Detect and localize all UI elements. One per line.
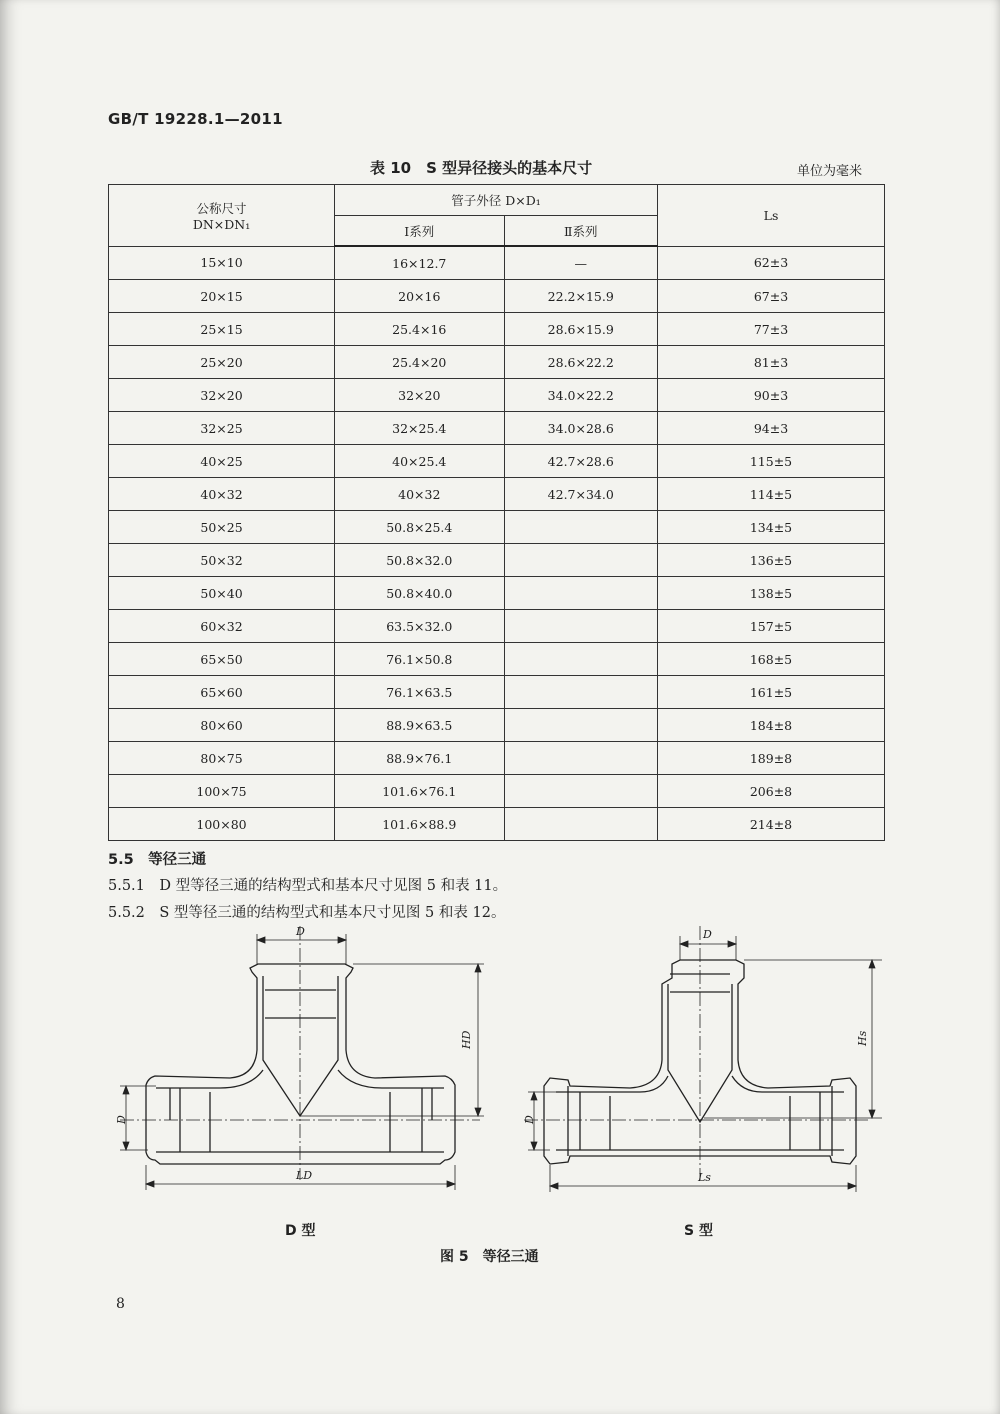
cell-ls: 138±5 — [658, 577, 885, 610]
cell-nominal: 65×50 — [109, 643, 335, 676]
cell-nominal: 50×25 — [109, 511, 335, 544]
s-type-label: S 型 — [684, 1223, 713, 1239]
table-row — [109, 709, 885, 742]
table-row — [109, 280, 885, 313]
cell-nominal: 25×20 — [109, 346, 335, 379]
cell-series2 — [504, 808, 658, 841]
cell-ls: 114±5 — [658, 478, 885, 511]
cell-ls: 214±8 — [658, 808, 885, 841]
table-row — [109, 511, 885, 544]
cell-series1: 25.4×20 — [335, 346, 504, 379]
table-row — [109, 775, 885, 808]
cell-series2 — [504, 742, 658, 775]
ld-dim-label: LD — [296, 1169, 313, 1182]
paragraph-5-5-2: 5.5.2 S 型等径三通的结构型式和基本尺寸见图 5 和表 12。 — [108, 905, 506, 921]
cell-ls: 94±3 — [658, 412, 885, 445]
table-row — [109, 544, 885, 577]
cell-series1: 25.4×16 — [335, 313, 504, 346]
cell-series1: 40×25.4 — [335, 445, 504, 478]
cell-ls: 184±8 — [658, 709, 885, 742]
cell-series1: 20×16 — [335, 280, 504, 313]
cell-series1: 88.9×63.5 — [335, 709, 504, 742]
cell-ls: 136±5 — [658, 544, 885, 577]
table-title: 表 10 S 型异径接头的基本尺寸 — [370, 159, 593, 177]
d-type-label: D 型 — [285, 1223, 316, 1239]
cell-nominal: 80×75 — [109, 742, 335, 775]
cell-nominal: 60×32 — [109, 610, 335, 643]
table-row — [109, 808, 885, 841]
header-outer-dia: 管子外径 D×D₁ — [335, 185, 658, 216]
ls-dim-label: Ls — [698, 1171, 711, 1184]
cell-nominal: 100×75 — [109, 775, 335, 808]
cell-series1: 76.1×63.5 — [335, 676, 504, 709]
table-row — [109, 246, 885, 280]
cell-nominal: 40×32 — [109, 478, 335, 511]
cell-series2 — [504, 511, 658, 544]
hs-dim-label: Hs — [856, 1030, 869, 1046]
cell-ls: 90±3 — [658, 379, 885, 412]
table-row — [109, 412, 885, 445]
cell-series1: 50.8×32.0 — [335, 544, 504, 577]
section-heading-text: 5.5 等径三通 — [108, 852, 207, 868]
cell-series2: 28.6×15.9 — [504, 313, 658, 346]
d-dim-label-top-s: D — [703, 928, 712, 941]
cell-series2: — — [504, 246, 658, 280]
cell-ls: 77±3 — [658, 313, 885, 346]
cell-series2: 34.0×22.2 — [504, 379, 658, 412]
cell-nominal: 50×32 — [109, 544, 335, 577]
header-ls: Ls — [658, 185, 885, 247]
unit-label: 单位为毫米 — [797, 164, 863, 179]
cell-series2 — [504, 577, 658, 610]
header-series2: Ⅱ系列 — [504, 216, 658, 247]
d-dim-label-left-s: D — [523, 1115, 536, 1124]
table-row — [109, 676, 885, 709]
figure-caption: 图 5 等径三通 — [440, 1249, 539, 1265]
cell-ls: 67±3 — [658, 280, 885, 313]
cell-series1: 101.6×88.9 — [335, 808, 504, 841]
cell-series2 — [504, 544, 658, 577]
cell-ls: 161±5 — [658, 676, 885, 709]
cell-ls: 115±5 — [658, 445, 885, 478]
table-row — [109, 445, 885, 478]
cell-ls: 134±5 — [658, 511, 885, 544]
cell-series2 — [504, 676, 658, 709]
cell-series2 — [504, 643, 658, 676]
cell-ls: 157±5 — [658, 610, 885, 643]
cell-series1: 88.9×76.1 — [335, 742, 504, 775]
table-row — [109, 313, 885, 346]
dimension-table — [108, 184, 885, 841]
cell-series1: 40×32 — [335, 478, 504, 511]
table-row — [109, 643, 885, 676]
header-series1: Ⅰ系列 — [335, 216, 504, 247]
table-body — [109, 246, 885, 841]
cell-series1: 76.1×50.8 — [335, 643, 504, 676]
table-row — [109, 610, 885, 643]
cell-series2: 22.2×15.9 — [504, 280, 658, 313]
cell-ls: 62±3 — [658, 246, 885, 280]
cell-ls: 81±3 — [658, 346, 885, 379]
cell-series2 — [504, 775, 658, 808]
cell-ls: 189±8 — [658, 742, 885, 775]
cell-series2: 42.7×34.0 — [504, 478, 658, 511]
cell-nominal: 80×60 — [109, 709, 335, 742]
header-nominal-label: 公称尺寸 — [196, 200, 247, 216]
cell-series2 — [504, 709, 658, 742]
table-row — [109, 346, 885, 379]
cell-series1: 32×20 — [335, 379, 504, 412]
cell-nominal: 65×60 — [109, 676, 335, 709]
cell-nominal: 40×25 — [109, 445, 335, 478]
cell-series1: 16×12.7 — [335, 246, 504, 280]
page-number: 8 — [116, 1296, 125, 1312]
cell-series2 — [504, 610, 658, 643]
cell-nominal: 50×40 — [109, 577, 335, 610]
cell-series1: 101.6×76.1 — [335, 775, 504, 808]
cell-ls: 206±8 — [658, 775, 885, 808]
cell-series2: 42.7×28.6 — [504, 445, 658, 478]
cell-series2: 28.6×22.2 — [504, 346, 658, 379]
section-heading — [108, 848, 206, 869]
table-row — [109, 742, 885, 775]
header-nominal-sub: DN×DN₁ — [192, 216, 251, 232]
table-row — [109, 379, 885, 412]
cell-series1: 32×25.4 — [335, 412, 504, 445]
standard-number: GB/T 19228.1—2011 — [108, 110, 283, 128]
hd-dim-label: HD — [460, 1030, 473, 1049]
cell-nominal: 15×10 — [109, 246, 335, 280]
cell-nominal: 20×15 — [109, 280, 335, 313]
cell-series1: 50.8×40.0 — [335, 577, 504, 610]
cell-series1: 63.5×32.0 — [335, 610, 504, 643]
header-nominal — [109, 185, 335, 247]
table-row — [109, 478, 885, 511]
cell-nominal: 100×80 — [109, 808, 335, 841]
cell-nominal: 25×15 — [109, 313, 335, 346]
cell-nominal: 32×20 — [109, 379, 335, 412]
d-dim-label-left: D — [115, 1115, 128, 1124]
d-type-tee-drawing — [100, 920, 500, 1200]
cell-nominal: 32×25 — [109, 412, 335, 445]
s-type-tee-drawing — [510, 920, 890, 1200]
paragraph-5-5-1: 5.5.1 D 型等径三通的结构型式和基本尺寸见图 5 和表 11。 — [108, 878, 508, 894]
d-dim-label-top: D — [296, 925, 305, 938]
cell-series1: 50.8×25.4 — [335, 511, 504, 544]
table-row — [109, 577, 885, 610]
cell-series2: 34.0×28.6 — [504, 412, 658, 445]
cell-ls: 168±5 — [658, 643, 885, 676]
